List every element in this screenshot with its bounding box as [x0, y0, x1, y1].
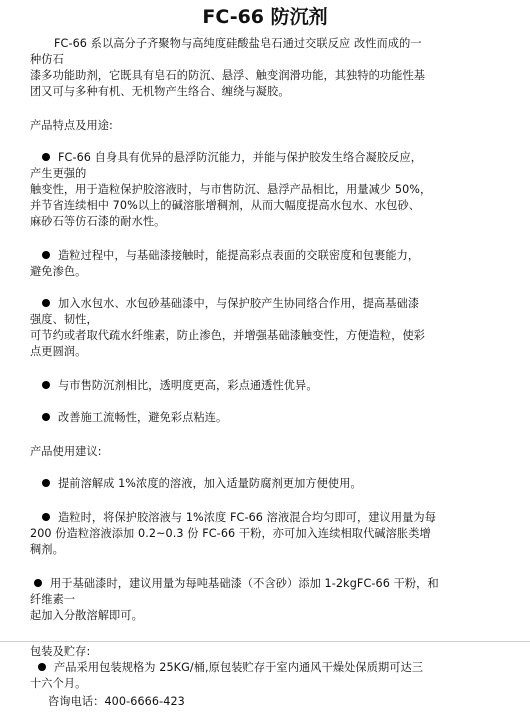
feature-line: 并节省连续相中 70%以上的碱溶胀增稠剂，从而大幅度提高水包水、水包砂、: [30, 199, 421, 212]
intro-line: 种仿石: [30, 53, 64, 66]
usage-line: 纤维素一: [30, 593, 76, 606]
usage-heading: 产品使用建议:: [30, 445, 102, 458]
usage-item: 用于基础漆时，建议用量为每吨基础漆（不含砂）添加 1-2kgFC-66 干粉，和: [34, 576, 439, 592]
storage-line: 十六个月。: [30, 677, 87, 690]
usage-line: 起加入分散溶解即可。: [30, 609, 143, 622]
usage-line: 200 份造粒溶液添加 0.2~0.3 份 FC-66 干粉，亦可加入连续相取代碱溶胀类增: [30, 527, 431, 540]
document-title: FC-66 防沉剂: [202, 6, 328, 28]
bullet-icon: [42, 153, 50, 161]
page-divider: [0, 641, 530, 642]
bullet-icon: [34, 579, 42, 587]
intro-line: 漆多功能助剂，它既具有皂石的防沉、悬浮、触变润滑功能，其独特的功能性基: [30, 69, 426, 82]
feature-line: 点更圆润。: [30, 345, 87, 358]
feature-line: 触变性，用于造粒保护胶溶液时，与市售防沉、悬浮产品相比，用量减少 50%，: [30, 183, 432, 196]
usage-item: 造粒时，将保护胶溶液与 1%浓度 FC-66 溶液混合均匀即可，建议用量为每: [42, 510, 436, 526]
features-heading: 产品特点及用途:: [30, 119, 113, 132]
usage-item: 提前溶解成 1%浓度的溶液，加入适量防腐剂更加方便使用。: [42, 476, 362, 492]
feature-line: 产生更强的: [30, 167, 87, 180]
feature-item: 与市售防沉剂相比，透明度更高，彩点通透性优异。: [42, 378, 318, 394]
feature-item: FC-66 自身具有优异的悬浮防沉能力，并能与保护胶发生络合凝胶反应，: [42, 150, 422, 166]
bullet-icon: [38, 663, 46, 671]
feature-item: 改善施工流畅性，避免彩点粘连。: [42, 410, 227, 426]
feature-item: 造粒过程中，与基础漆接触时，能提高彩点表面的交联密度和包裹能力，: [42, 248, 419, 264]
feature-line: 可节约或者取代疏水纤维素，防止渗色，并增强基础漆触变性，方便造粒，使彩: [30, 329, 426, 342]
storage-heading: 包装及贮存:: [30, 645, 91, 658]
usage-line: 稠剂。: [30, 543, 64, 556]
feature-line: 麻砂石等仿石漆的耐水性。: [30, 215, 166, 228]
bullet-icon: [42, 299, 50, 307]
intro-line: 团又可与多种有机、无机物产生络合、缠绕与凝胶。: [30, 85, 290, 98]
bullet-icon: [42, 479, 50, 487]
feature-line: 强度、韧性，: [30, 313, 98, 326]
intro-line: FC-66 系以高分子齐聚物与高纯度硅酸盐皂石通过交联反应 改性而成的一: [54, 37, 422, 50]
feature-line: 避免渗色。: [30, 265, 87, 278]
bullet-icon: [42, 381, 50, 389]
contact-phone: 咨询电话：400-6666-423: [48, 695, 185, 708]
feature-item: 加入水包水、水包砂基础漆中，与保护胶产生协同络合作用，提高基础漆: [42, 296, 419, 312]
bullet-icon: [42, 251, 50, 259]
bullet-icon: [42, 513, 50, 521]
bullet-icon: [42, 413, 50, 421]
storage-item: 产品采用包装规格为 25KG/桶,原包装贮存于室内通风干燥处保质期可达三: [38, 660, 423, 676]
